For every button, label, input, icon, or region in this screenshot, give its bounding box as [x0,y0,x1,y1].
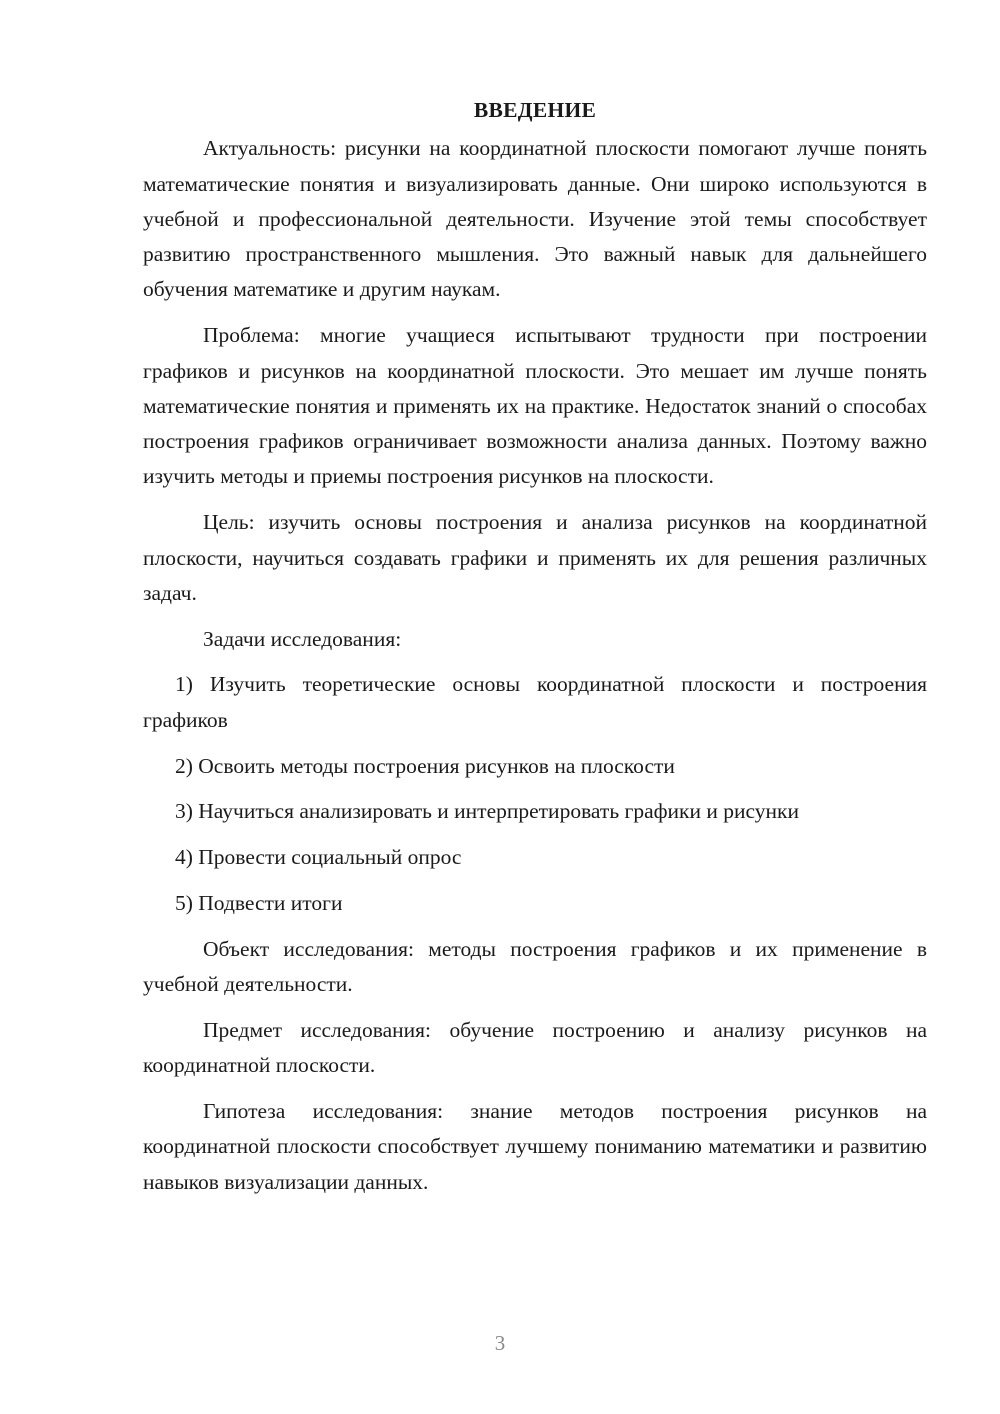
goal-paragraph: Цель: изучить основы построения и анализа рисунков на координатной плоскости, научиться создавать графики и применять их для решения различных задач. [143,510,927,605]
task-item: 1) Изучить теоретические основы координатной плоскости и построения графиков [143,672,927,732]
subject-paragraph: Предмет исследования: обучение построению и анализу рисунков на координатной плоскости. [143,1017,927,1078]
task-item: 4) Провести социальный опрос [175,845,462,870]
page-content [143,93,927,1210]
task-item: 2) Освоить методы построения рисунков на плоскости [175,753,675,778]
task-item: 5) Подвести итоги [175,890,343,915]
hypothesis-paragraph: Гипотеза исследования: знание методов построения рисунков на координатной плоскости способствует лучшему пониманию математики и развитию навыков визуализации данных. [143,1098,927,1194]
relevance-paragraph: Актуальность: рисунки на координатной плоскости помогают лучше понять математические понятия и визуализировать данные. Они широко используются в учебной и профессиональной деятельности. Изучение этой темы способствует развитию пространственного мышления. Это важный навык для дальнейшего обучения математике и другим наукам. [143,136,927,302]
tasks-heading: Задачи исследования: [203,626,402,651]
page-number: 3 [494,1331,506,1355]
task-item: 3) Научиться анализировать и интерпретировать графики и рисунки [175,799,799,824]
object-paragraph: Объект исследования: методы построения графиков и их применение в учебной деятельности. [143,936,927,997]
problem-paragraph: Проблема: многие учащиеся испытывают трудности при построении графиков и рисунков на координатной плоскости. Это мешает им лучше понять математические понятия и применять их на практике. Недостаток знаний о способах построения графиков ограничивает возможности анализа данных. Поэтому важно изучить методы и приемы построения рисунков на плоскости. [143,323,927,489]
page-title: ВВЕДЕНИЕ [473,98,597,122]
